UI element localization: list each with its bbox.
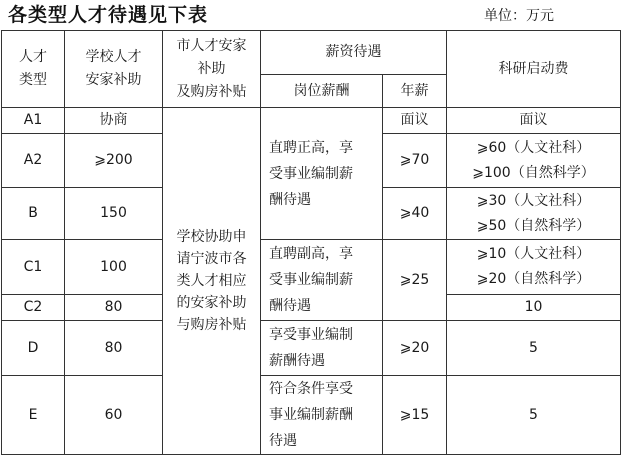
- cell-research-fund: 5: [447, 321, 621, 376]
- header-talent-type: [2, 31, 65, 108]
- city-subsidy-line: 类人才相应: [176, 273, 247, 289]
- cell-school-subsidy: 80: [65, 321, 163, 376]
- position-salary-line: 符合条件享受: [269, 381, 353, 397]
- city-subsidy-line: 请宁波市各: [176, 251, 247, 267]
- header-salary: 薪资待遇: [261, 31, 447, 75]
- position-salary-line: 直聘副高，享: [269, 246, 353, 262]
- cell-position-salary-e: [261, 376, 383, 455]
- header-city-subsidy: [163, 31, 261, 108]
- research-fund-line: ⩾50（自然科学）: [476, 217, 591, 234]
- cell-annual-salary: ⩾70: [383, 134, 447, 188]
- research-fund-line: ⩾60（人文社科）: [476, 139, 591, 156]
- cell-type: A2: [2, 134, 65, 188]
- position-salary-line: 酬待遇: [269, 298, 311, 314]
- cell-research-fund: 面议: [447, 108, 621, 134]
- header-city-subsidy-line: 及购房补贴: [176, 83, 247, 100]
- header-annual-salary: 年薪: [383, 75, 447, 108]
- research-fund-line: ⩾10（人文社科）: [476, 246, 591, 262]
- header-position-salary: 岗位薪酬: [261, 75, 383, 108]
- cell-annual-salary: ⩾40: [383, 188, 447, 240]
- position-salary-line: 待遇: [269, 433, 297, 449]
- talent-benefits-table: [1, 30, 621, 455]
- unit-note: 单位：万元: [484, 8, 554, 24]
- cell-school-subsidy: 协商: [65, 108, 163, 134]
- position-salary-line: 享受事业编制: [269, 327, 353, 343]
- cell-school-subsidy: ⩾200: [65, 134, 163, 188]
- page-title: 各类型人才待遇见下表: [8, 4, 209, 26]
- city-subsidy-line: 的安家补助: [176, 295, 247, 311]
- header-talent-type-line: 类型: [19, 72, 47, 88]
- cell-school-subsidy: 100: [65, 240, 163, 295]
- city-subsidy-line: 与购房补贴: [176, 317, 247, 333]
- header-city-subsidy-line: 补助: [197, 60, 226, 77]
- cell-annual-salary: ⩾15: [383, 376, 447, 455]
- position-salary-line: 事业编制薪酬: [269, 407, 353, 423]
- table-row: [2, 376, 621, 455]
- table-row: [2, 321, 621, 376]
- cell-research-fund: [447, 240, 621, 295]
- header-school-subsidy-line: 学校人才: [85, 49, 142, 65]
- research-fund-line: ⩾100（自然科学）: [472, 164, 595, 181]
- cell-annual-salary: ⩾20: [383, 321, 447, 376]
- cell-annual-salary: ⩾25: [383, 240, 447, 321]
- cell-city-subsidy: [163, 108, 261, 455]
- research-fund-line: ⩾20（自然科学）: [476, 271, 591, 287]
- cell-school-subsidy: 60: [65, 376, 163, 455]
- cell-annual-salary: 面议: [383, 108, 447, 134]
- cell-research-fund: [447, 188, 621, 240]
- cell-school-subsidy: 80: [65, 295, 163, 321]
- cell-position-salary-d: [261, 321, 383, 376]
- position-salary-line: 薪酬待遇: [269, 353, 325, 369]
- cell-type: C2: [2, 295, 65, 321]
- cell-school-subsidy: 150: [65, 188, 163, 240]
- cell-type: A1: [2, 108, 65, 134]
- header-research-fund: 科研启动费: [447, 31, 621, 108]
- header-talent-type-line: 人才: [19, 49, 47, 65]
- cell-research-fund: 5: [447, 376, 621, 455]
- header-city-subsidy-line: 市人才安家: [176, 37, 247, 54]
- header-school-subsidy-line: 安家补助: [85, 72, 142, 88]
- table-row: [2, 108, 621, 134]
- cell-type: D: [2, 321, 65, 376]
- position-salary-line: 受事业编制薪: [269, 165, 353, 182]
- position-salary-line: 酬待遇: [269, 191, 311, 208]
- cell-type: C1: [2, 240, 65, 295]
- research-fund-line: ⩾30（人文社科）: [476, 192, 591, 209]
- position-salary-line: 受事业编制薪: [269, 272, 353, 288]
- cell-research-fund: 10: [447, 295, 621, 321]
- header-school-subsidy: [65, 31, 163, 108]
- cell-position-salary-assoc-prof: [261, 240, 383, 321]
- cell-position-salary-full-prof: [261, 108, 383, 240]
- cell-type: B: [2, 188, 65, 240]
- table-row: [2, 240, 621, 295]
- city-subsidy-line: 学校协助申: [176, 229, 247, 245]
- position-salary-line: 直聘正高，享: [269, 139, 353, 156]
- cell-type: E: [2, 376, 65, 455]
- cell-research-fund: [447, 134, 621, 188]
